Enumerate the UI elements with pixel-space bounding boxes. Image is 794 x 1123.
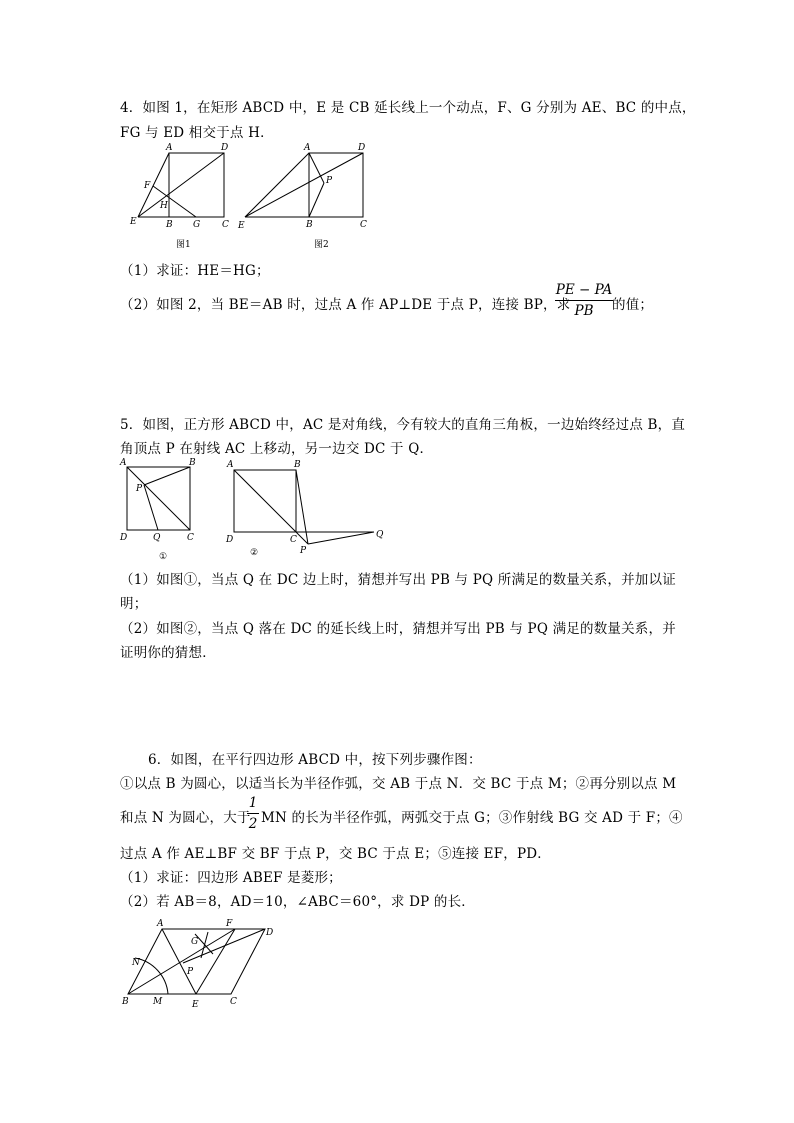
label-d: D <box>226 535 234 545</box>
label-p: P <box>300 546 307 556</box>
problem6-question1: （1）求证：四边形 ABEF 是菱形； <box>120 870 342 886</box>
label-c: C <box>230 997 237 1007</box>
label-p: P <box>326 176 333 186</box>
problem5-figure1 <box>115 455 205 565</box>
label-b: B <box>294 460 301 470</box>
problem5-question1-line1: （1）如图①，当点 Q 在 DC 边上时，猜想并写出 PB 与 PQ 所满足的数量关系，并加以证 <box>120 572 676 588</box>
problem5-question1-line2: 明； <box>120 596 148 612</box>
fraction-numerator: PE − PA <box>555 282 613 298</box>
diagonal-ac <box>127 467 190 530</box>
problem6-statement-line1: 6．如图，在平行四边形 ABCD 中，按下列步骤作图： <box>148 752 482 768</box>
label-d: D <box>266 928 274 938</box>
problem4-fraction <box>555 282 613 319</box>
label-n: N <box>132 958 140 968</box>
segment-pq <box>144 485 158 530</box>
label-f: F <box>144 181 151 191</box>
ray-bf <box>128 929 235 994</box>
label-c: C <box>290 535 297 545</box>
label-g: G <box>191 937 199 947</box>
problem4-statement-line2: FG 与 ED 相交于点 H． <box>120 125 274 141</box>
problem5-statement-line1: 5．如图，正方形 ABCD 中，AC 是对角线，今有较大的直角三角板，一边始终经过点 B，直 <box>120 417 686 433</box>
arc-center-b <box>135 958 168 994</box>
segment-ed <box>245 153 363 217</box>
label-e: E <box>238 221 245 231</box>
problem4-statement-line1: 4．如图 1，在矩形 ABCD 中，E 是 CB 延长线上一个动点，F、G 分别为 AE、BC 的中点， <box>120 100 696 116</box>
problem6-question2: （2）若 AB＝8，AD＝10，∠ABC＝60°，求 DP 的长． <box>120 894 475 910</box>
label-a: A <box>120 458 127 468</box>
label-b: B <box>166 220 173 230</box>
label-m: M <box>153 997 163 1007</box>
problem6-figure <box>115 912 290 1012</box>
problem6-statement-line2: ①以点 B 为圆心，以适当长为半径作弧，交 AB 于点 N．交 BC 于点 M；②再分别以点 M <box>120 776 677 792</box>
problem4-question2-post: 的值； <box>612 297 654 313</box>
label-q: Q <box>376 530 384 540</box>
label-f: F <box>226 919 233 929</box>
segment-ed <box>138 153 224 217</box>
rect-abcd <box>169 153 224 217</box>
problem5-question2-line1: （2）如图②，当点 Q 落在 DC 的延长线上时，猜想并写出 PB 与 PQ 满足的数量关系，并 <box>120 621 676 637</box>
segment-ef <box>196 929 235 994</box>
problem4-question2-pre: （2）如图 2，当 BE＝AB 时，过点 A 作 AP⊥DE 于点 P，连接 BP，求 <box>120 297 571 313</box>
problem5-statement-line2: 角顶点 P 在射线 AC 上移动，另一边交 DC 于 Q． <box>120 441 434 457</box>
label-p: P <box>187 967 194 977</box>
label-a: A <box>304 143 311 153</box>
problem5-question2-line2: 证明你的猜想． <box>120 645 216 661</box>
diagonal-ac-extended <box>234 470 308 544</box>
segment-ea <box>245 153 309 217</box>
caption-fig1: ① <box>159 552 168 562</box>
fraction-numerator: 1 <box>248 795 258 811</box>
problem5-figure2 <box>222 455 392 565</box>
problem4-figure1 <box>120 140 240 255</box>
fraction-denominator: 2 <box>248 816 258 832</box>
label-a: A <box>227 460 234 470</box>
segment-pq <box>308 532 374 544</box>
label-a: A <box>157 919 164 929</box>
label-g: G <box>193 220 201 230</box>
label-c: C <box>187 533 194 543</box>
label-h: H <box>160 201 168 211</box>
label-a: A <box>166 143 173 153</box>
problem6-statement-line3-post: MN 的长为半径作弧，两弧交于点 G；③作射线 BG 交 AD 于 F；④ <box>261 810 683 826</box>
caption-fig1: 图1 <box>176 240 191 250</box>
problem6-statement-line4: 过点 A 作 AE⊥BF 交 BF 于点 P，交 BC 于点 E；⑤连接 EF，PD． <box>120 846 551 862</box>
label-c: C <box>360 220 367 230</box>
label-b: B <box>306 220 313 230</box>
segment-bp <box>144 467 190 485</box>
caption-fig2: ② <box>250 548 259 558</box>
segment-bp <box>309 183 324 217</box>
fraction-denominator: PB <box>574 303 594 319</box>
label-q: Q <box>153 533 161 543</box>
segment-bp <box>296 470 308 544</box>
rect-abcd <box>309 153 363 217</box>
label-p: P <box>136 484 143 494</box>
label-b: B <box>122 997 129 1007</box>
caption-fig2: 图2 <box>314 240 329 250</box>
label-b: B <box>189 458 196 468</box>
label-c: C <box>222 220 229 230</box>
label-e: E <box>130 217 137 227</box>
problem4-figure2 <box>235 140 375 255</box>
label-e: E <box>192 1000 199 1010</box>
problem6-fraction <box>247 795 259 832</box>
label-d: D <box>221 143 229 153</box>
label-d: D <box>120 533 128 543</box>
label-d: D <box>358 143 366 153</box>
problem6-statement-line3-pre: 和点 N 为圆心，大于 <box>120 810 251 826</box>
problem4-question1: （1）求证：HE＝HG； <box>120 263 270 279</box>
